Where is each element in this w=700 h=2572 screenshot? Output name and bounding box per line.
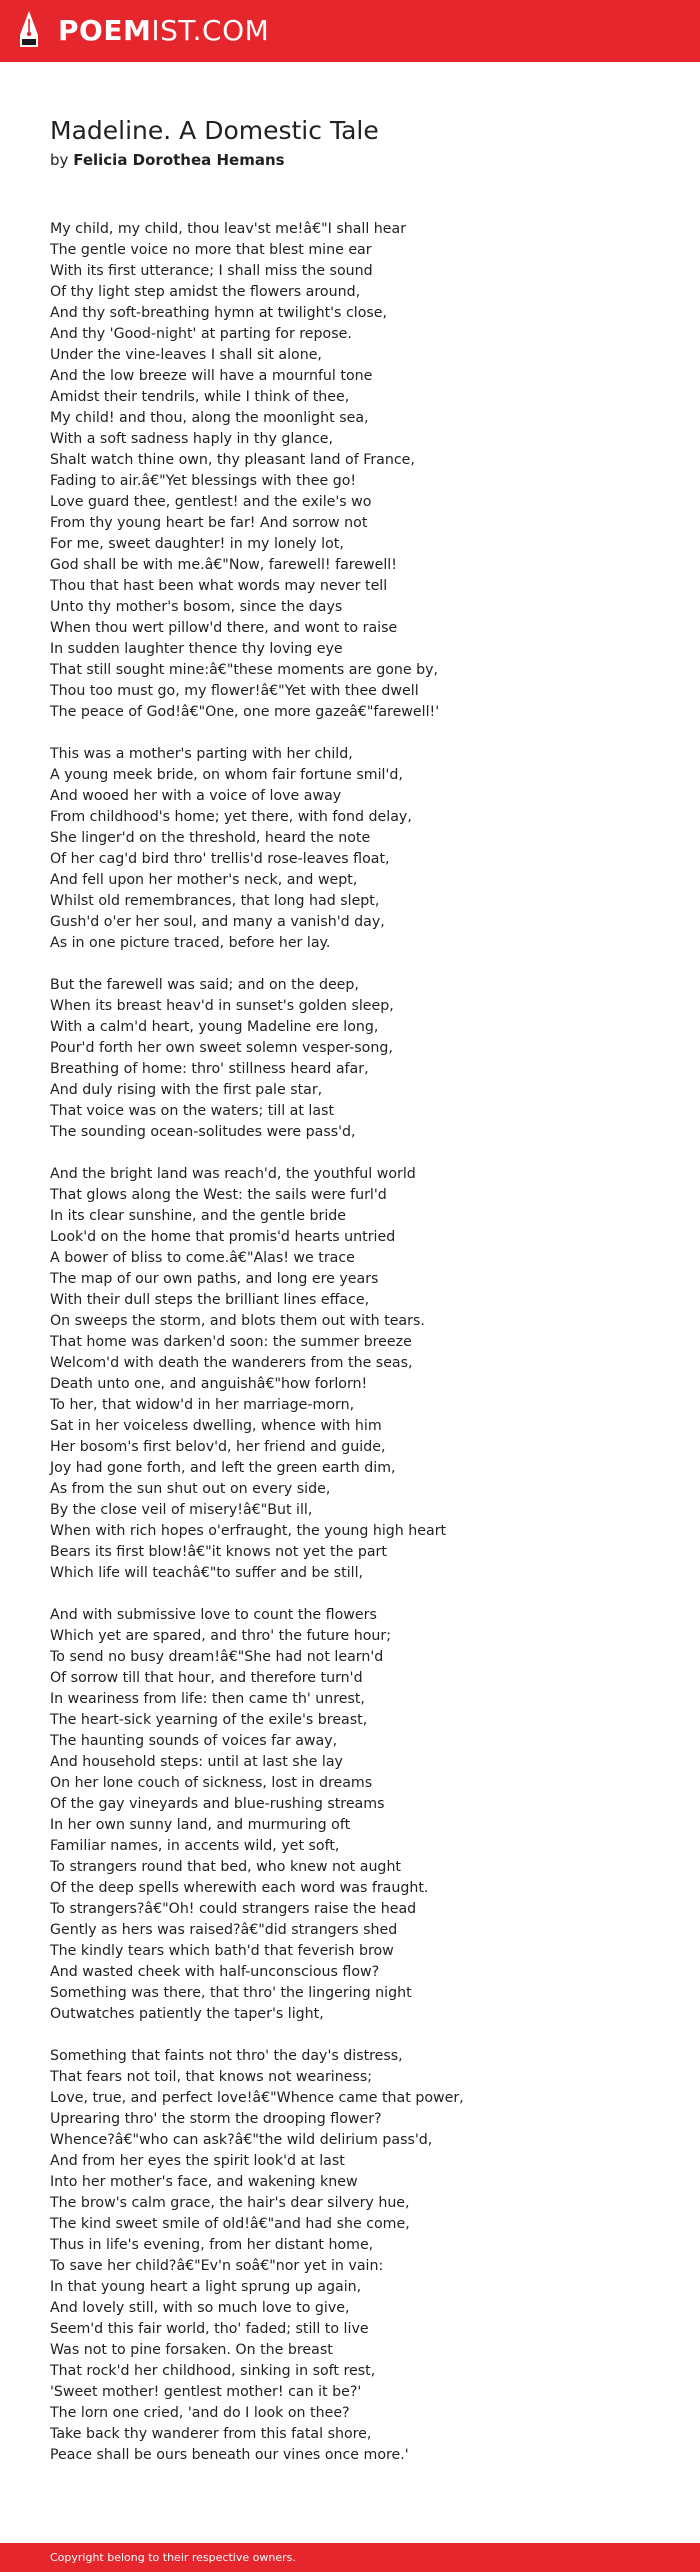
poem-line: As from the sun shut out on every side, — [50, 1481, 331, 1497]
poem-line: She linger'd on the threshold, heard the note — [50, 830, 371, 846]
poem-line: Which life will teachâ€"to suffer and be still, — [50, 1565, 364, 1581]
poem-line: With their dull steps the brilliant lines efface, — [50, 1292, 370, 1308]
poem-line: That fears not toil, that knows not weariness; — [50, 2069, 373, 2085]
logo-text-bold: POEM — [58, 14, 152, 47]
poem-line: And wooed her with a voice of love away — [50, 788, 342, 804]
poem-line: Pour'd forth her own sweet solemn vesper-song, — [50, 1040, 393, 1056]
poem-line: In its clear sunshine, and the gentle bride — [50, 1208, 347, 1224]
poem-stanza — [50, 1605, 670, 2025]
poem-line: Shalt watch thine own, thy pleasant land of France, — [50, 452, 415, 468]
poem-line: The haunting sounds of voices far away, — [50, 1733, 338, 1749]
poem-line: The kind sweet smile of old!â€"and had she come, — [50, 2216, 410, 2232]
poem-line: When its breast heav'd in sunset's golden sleep, — [50, 998, 394, 1014]
poem-line: Into her mother's face, and wakening knew — [50, 2174, 358, 2190]
poem-line: God shall be with me.â€"Now, farewell! farewell! — [50, 557, 397, 573]
footer-copyright: Copyright belong to their respective owners. — [50, 2551, 296, 2564]
poem-stanza — [50, 975, 670, 1143]
poem-line: For me, sweet daughter! in my lonely lot, — [50, 536, 344, 552]
poem-line: And wasted cheek with half-unconscious flow? — [50, 1964, 380, 1980]
poem-line: With a calm'd heart, young Madeline ere long, — [50, 1019, 379, 1035]
poem-line: That glows along the West: the sails were furl'd — [50, 1187, 387, 1203]
poem-line: In her own sunny land, and murmuring oft — [50, 1817, 351, 1833]
poem-line: In that young heart a light sprung up again, — [50, 2279, 362, 2295]
poem-line: When with rich hopes o'erfraught, the young high heart — [50, 1523, 447, 1539]
poem-line: From childhood's home; yet there, with fond delay, — [50, 809, 412, 825]
poem-line: Breathing of home: thro' stillness heard afar, — [50, 1061, 369, 1077]
poem-line: And duly rising with the first pale star, — [50, 1082, 323, 1098]
poem-line: Of the deep spells wherewith each word was fraught. — [50, 1880, 429, 1896]
poem-line: And from her eyes the spirit look'd at last — [50, 2153, 345, 2169]
poem-line: In sudden laughter thence thy loving eye — [50, 641, 343, 657]
poem-line: Under the vine-leaves I shall sit alone, — [50, 347, 322, 363]
poem-line: Joy had gone forth, and left the green earth dim, — [50, 1460, 396, 1476]
poem-title: Madeline. A Domestic Tale — [50, 116, 379, 145]
poem-line: Something that faints not thro' the day's distress, — [50, 2048, 403, 2064]
poem-line: But the farewell was said; and on the deep, — [50, 977, 359, 993]
poem-line: Outwatches patiently the taper's light, — [50, 2006, 324, 2022]
poem-line: The heart-sick yearning of the exile's breast, — [50, 1712, 368, 1728]
pen-nib-icon — [18, 9, 40, 49]
poem-line: The gentle voice no more that blest mine ear — [50, 242, 372, 258]
poem-line: From thy young heart be far! And sorrow not — [50, 515, 368, 531]
poem-line: Which yet are spared, and thro' the future hour; — [50, 1628, 392, 1644]
poem-line: The map of our own paths, and long ere years — [50, 1271, 379, 1287]
site-header — [0, 0, 700, 62]
poem-line: Thus in life's evening, from her distant home, — [50, 2237, 374, 2253]
poem-line: On sweeps the storm, and blots them out with tears. — [50, 1313, 425, 1329]
poem-byline — [50, 150, 285, 170]
poem-line: With its first utterance; I shall miss the sound — [50, 263, 373, 279]
poem-line: Amidst their tendrils, while I think of thee, — [50, 389, 350, 405]
poem-line: With a soft sadness haply in thy glance, — [50, 431, 334, 447]
poem-line: And the low breeze will have a mournful tone — [50, 368, 373, 384]
poem-line: To strangers?â€"Oh! could strangers raise the head — [50, 1901, 417, 1917]
poem-line: Seem'd this fair world, tho' faded; still to live — [50, 2321, 369, 2337]
poem-line: Fading to air.â€"Yet blessings with thee go! — [50, 473, 357, 489]
poem-line: The kindly tears which bath'd that feverish brow — [50, 1943, 394, 1959]
poem-stanza — [50, 744, 670, 954]
poem-line: Her bosom's first belov'd, her friend and guide, — [50, 1439, 386, 1455]
poem-line: On her lone couch of sickness, lost in dreams — [50, 1775, 373, 1791]
poem-line: And fell upon her mother's neck, and wept, — [50, 872, 358, 888]
poem-line: Welcom'd with death the wanderers from the seas, — [50, 1355, 413, 1371]
poem-line: And lovely still, with so much love to give, — [50, 2300, 350, 2316]
poem-line: The sounding ocean-solitudes were pass'd, — [50, 1124, 356, 1140]
poem-line: And the bright land was reach'd, the youthful world — [50, 1166, 416, 1182]
poem-line: As in one picture traced, before her lay. — [50, 935, 331, 951]
poem-line: To her, that widow'd in her marriage-morn, — [50, 1397, 355, 1413]
poem-line: Whilst old remembrances, that long had slept, — [50, 893, 380, 909]
byline-prefix: by — [50, 151, 69, 169]
poem-line: Love, true, and perfect love!â€"Whence came that power, — [50, 2090, 464, 2106]
poem-line: Thou too must go, my flower!â€"Yet with thee dwell — [50, 683, 419, 699]
poem-line: Thou that hast been what words may never tell — [50, 578, 388, 594]
poem-line: Whence?â€"who can ask?â€"the wild delirium pass'd, — [50, 2132, 433, 2148]
poem-line: Familiar names, in accents wild, yet soft, — [50, 1838, 340, 1854]
poem-line: The brow's calm grace, the hair's dear silvery hue, — [50, 2195, 410, 2211]
poem-line: That rock'd her childhood, sinking in soft rest, — [50, 2363, 376, 2379]
poem-line: Death unto one, and anguishâ€"how forlorn! — [50, 1376, 368, 1392]
poem-line: And with submissive love to count the flowers — [50, 1607, 377, 1623]
poem-line: That voice was on the waters; till at last — [50, 1103, 335, 1119]
poem-line: That home was darken'd soon: the summer breeze — [50, 1334, 412, 1350]
poem-line: The lorn one cried, 'and do I look on thee? — [50, 2405, 350, 2421]
site-footer — [0, 2543, 700, 2572]
poem-body — [50, 219, 670, 2487]
poem-line: A young meek bride, on whom fair fortune smil'd, — [50, 767, 403, 783]
poem-line: To send no busy dream!â€"She had not learn'd — [50, 1649, 384, 1665]
poem-line: Love guard thee, gentlest! and the exile's wo — [50, 494, 372, 510]
poem-line: Gently as hers was raised?â€"did strangers shed — [50, 1922, 398, 1938]
poem-line: Sat in her voiceless dwelling, whence with him — [50, 1418, 382, 1434]
poem-line: To strangers round that bed, who knew not aught — [50, 1859, 401, 1875]
poem-line: And thy 'Good-night' at parting for repose. — [50, 326, 352, 342]
poem-line: Peace shall be ours beneath our vines once more.' — [50, 2447, 409, 2463]
poem-stanza — [50, 219, 670, 723]
poem-stanza — [50, 1164, 670, 1584]
poem-line: My child! and thou, along the moonlight sea, — [50, 410, 369, 426]
poem-line: Of her cag'd bird thro' trellis'd rose-leaves float, — [50, 851, 390, 867]
poem-line: Unto thy mother's bosom, since the days — [50, 599, 343, 615]
logo-text-rest: IST.COM — [151, 14, 270, 47]
poem-line: That still sought mine:â€"these moments are gone by, — [50, 662, 439, 678]
poem-line: By the close veil of misery!â€"But ill, — [50, 1502, 313, 1518]
poem-line: Take back thy wanderer from this fatal shore, — [50, 2426, 372, 2442]
poem-stanza — [50, 2046, 670, 2466]
poem-line: A bower of bliss to come.â€"Alas! we trace — [50, 1250, 355, 1266]
poem-line: In weariness from life: then came th' unrest, — [50, 1691, 365, 1707]
poem-line: Bears its first blow!â€"it knows not yet the part — [50, 1544, 387, 1560]
poem-line: Was not to pine forsaken. On the breast — [50, 2342, 333, 2358]
poem-line: Of thy light step amidst the flowers around, — [50, 284, 361, 300]
author-link[interactable]: Felicia Dorothea Hemans — [73, 151, 285, 169]
poem-line: Look'd on the home that promis'd hearts untried — [50, 1229, 396, 1245]
site-logo-link[interactable] — [58, 15, 269, 47]
poem-line: Of the gay vineyards and blue-rushing streams — [50, 1796, 385, 1812]
poem-line: Of sorrow till that hour, and therefore turn'd — [50, 1670, 363, 1686]
poem-line: Gush'd o'er her soul, and many a vanish'd day, — [50, 914, 385, 930]
poem-line: To save her child?â€"Ev'n soâ€"nor yet in vain: — [50, 2258, 384, 2274]
poem-line: Uprearing thro' the storm the drooping flower? — [50, 2111, 382, 2127]
poem-line: This was a mother's parting with her child, — [50, 746, 353, 762]
poem-line: Something was there, that thro' the lingering night — [50, 1985, 412, 2001]
poem-line: My child, my child, thou leav'st me!â€"I shall hear — [50, 221, 407, 237]
poem-line: And thy soft-breathing hymn at twilight's close, — [50, 305, 388, 321]
poem-line: The peace of God!â€"One, one more gazeâ€"farewell!' — [50, 704, 440, 720]
poem-line: When thou wert pillow'd there, and wont to raise — [50, 620, 398, 636]
poem-line: 'Sweet mother! gentlest mother! can it be?' — [50, 2384, 362, 2400]
poem-line: And household steps: until at last she lay — [50, 1754, 343, 1770]
